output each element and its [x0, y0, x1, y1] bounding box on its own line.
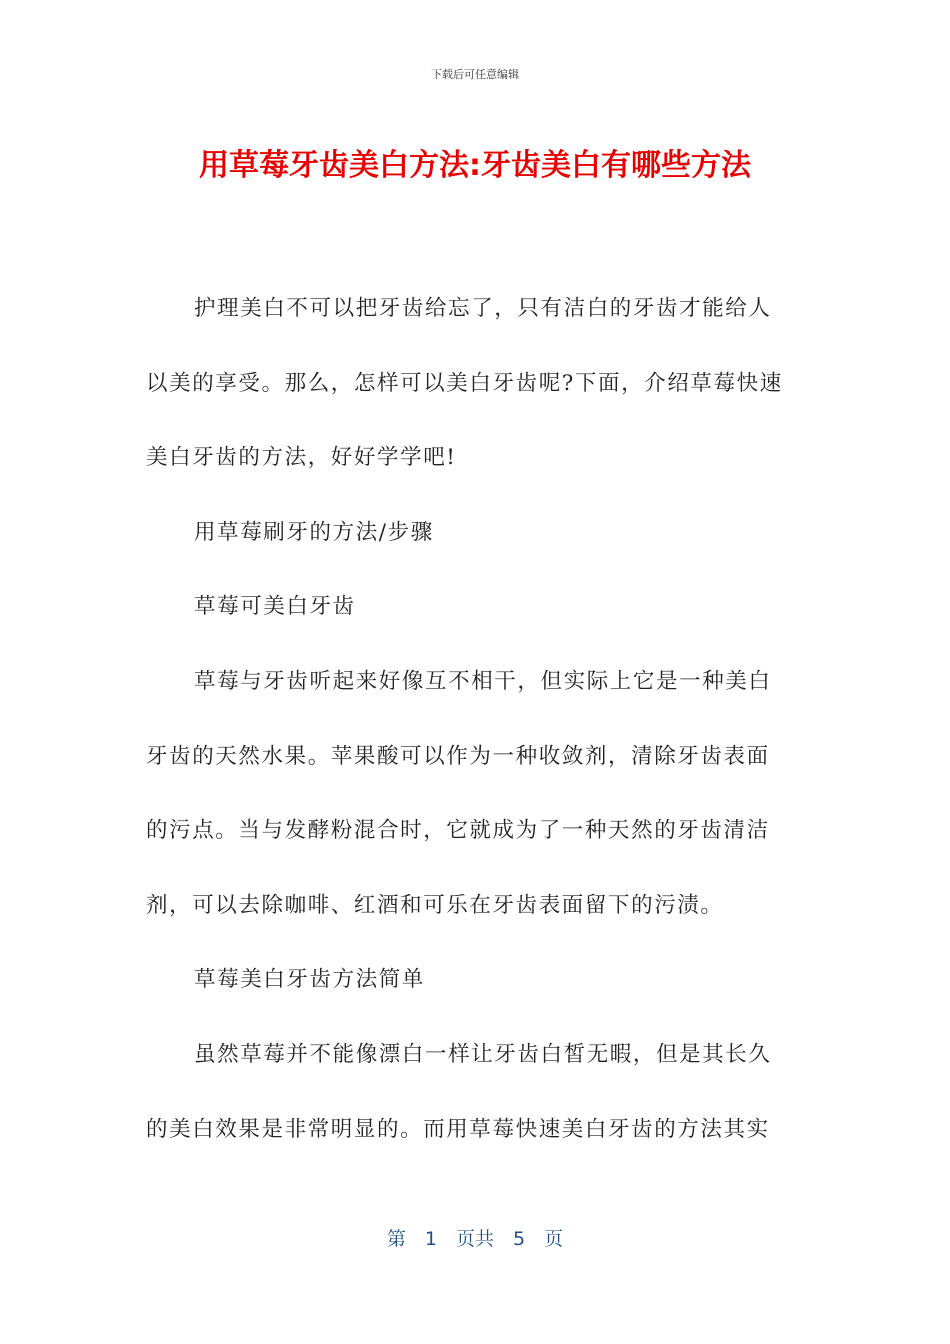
header-note: 下载后可任意编辑 — [431, 68, 519, 81]
document-body — [146, 272, 806, 1167]
body-line: 美白牙齿的方法，好好学学吧! — [146, 445, 457, 471]
section-heading: 用草莓刷牙的方法/步骤 — [194, 519, 434, 545]
body-line: 虽然草莓并不能像漂白一样让牙齿白皙无暇，但是其长久 — [194, 1041, 772, 1067]
body-line: 护理美白不可以把牙齿给忘了，只有洁白的牙齿才能给人 — [194, 296, 772, 321]
body-line: 的污点。当与发酵粉混合时，它就成为了一种天然的牙齿清洁 — [146, 818, 770, 844]
page-number-footer: 第 1 页共 5 页 — [386, 1228, 564, 1250]
body-line: 草莓与牙齿听起来好像互不相干，但实际上它是一种美白 — [194, 668, 772, 694]
document-title: 用草莓牙齿美白方法:牙齿美白有哪些方法 — [199, 148, 751, 183]
section-heading: 草莓美白牙齿方法简单 — [194, 967, 426, 993]
section-heading: 草莓可美白牙齿 — [194, 594, 356, 620]
body-line: 的美白效果是非常明显的。而用草莓快速美白牙齿的方法其实 — [146, 1116, 770, 1142]
body-line: 牙齿的天然水果。苹果酸可以作为一种收敛剂，清除牙齿表面 — [146, 743, 770, 769]
body-line: 以美的享受。那么，怎样可以美白牙齿呢?下面，介绍草莓快速 — [146, 370, 783, 396]
body-line: 剂，可以去除咖啡、红酒和可乐在牙齿表面留下的污渍。 — [146, 892, 724, 918]
